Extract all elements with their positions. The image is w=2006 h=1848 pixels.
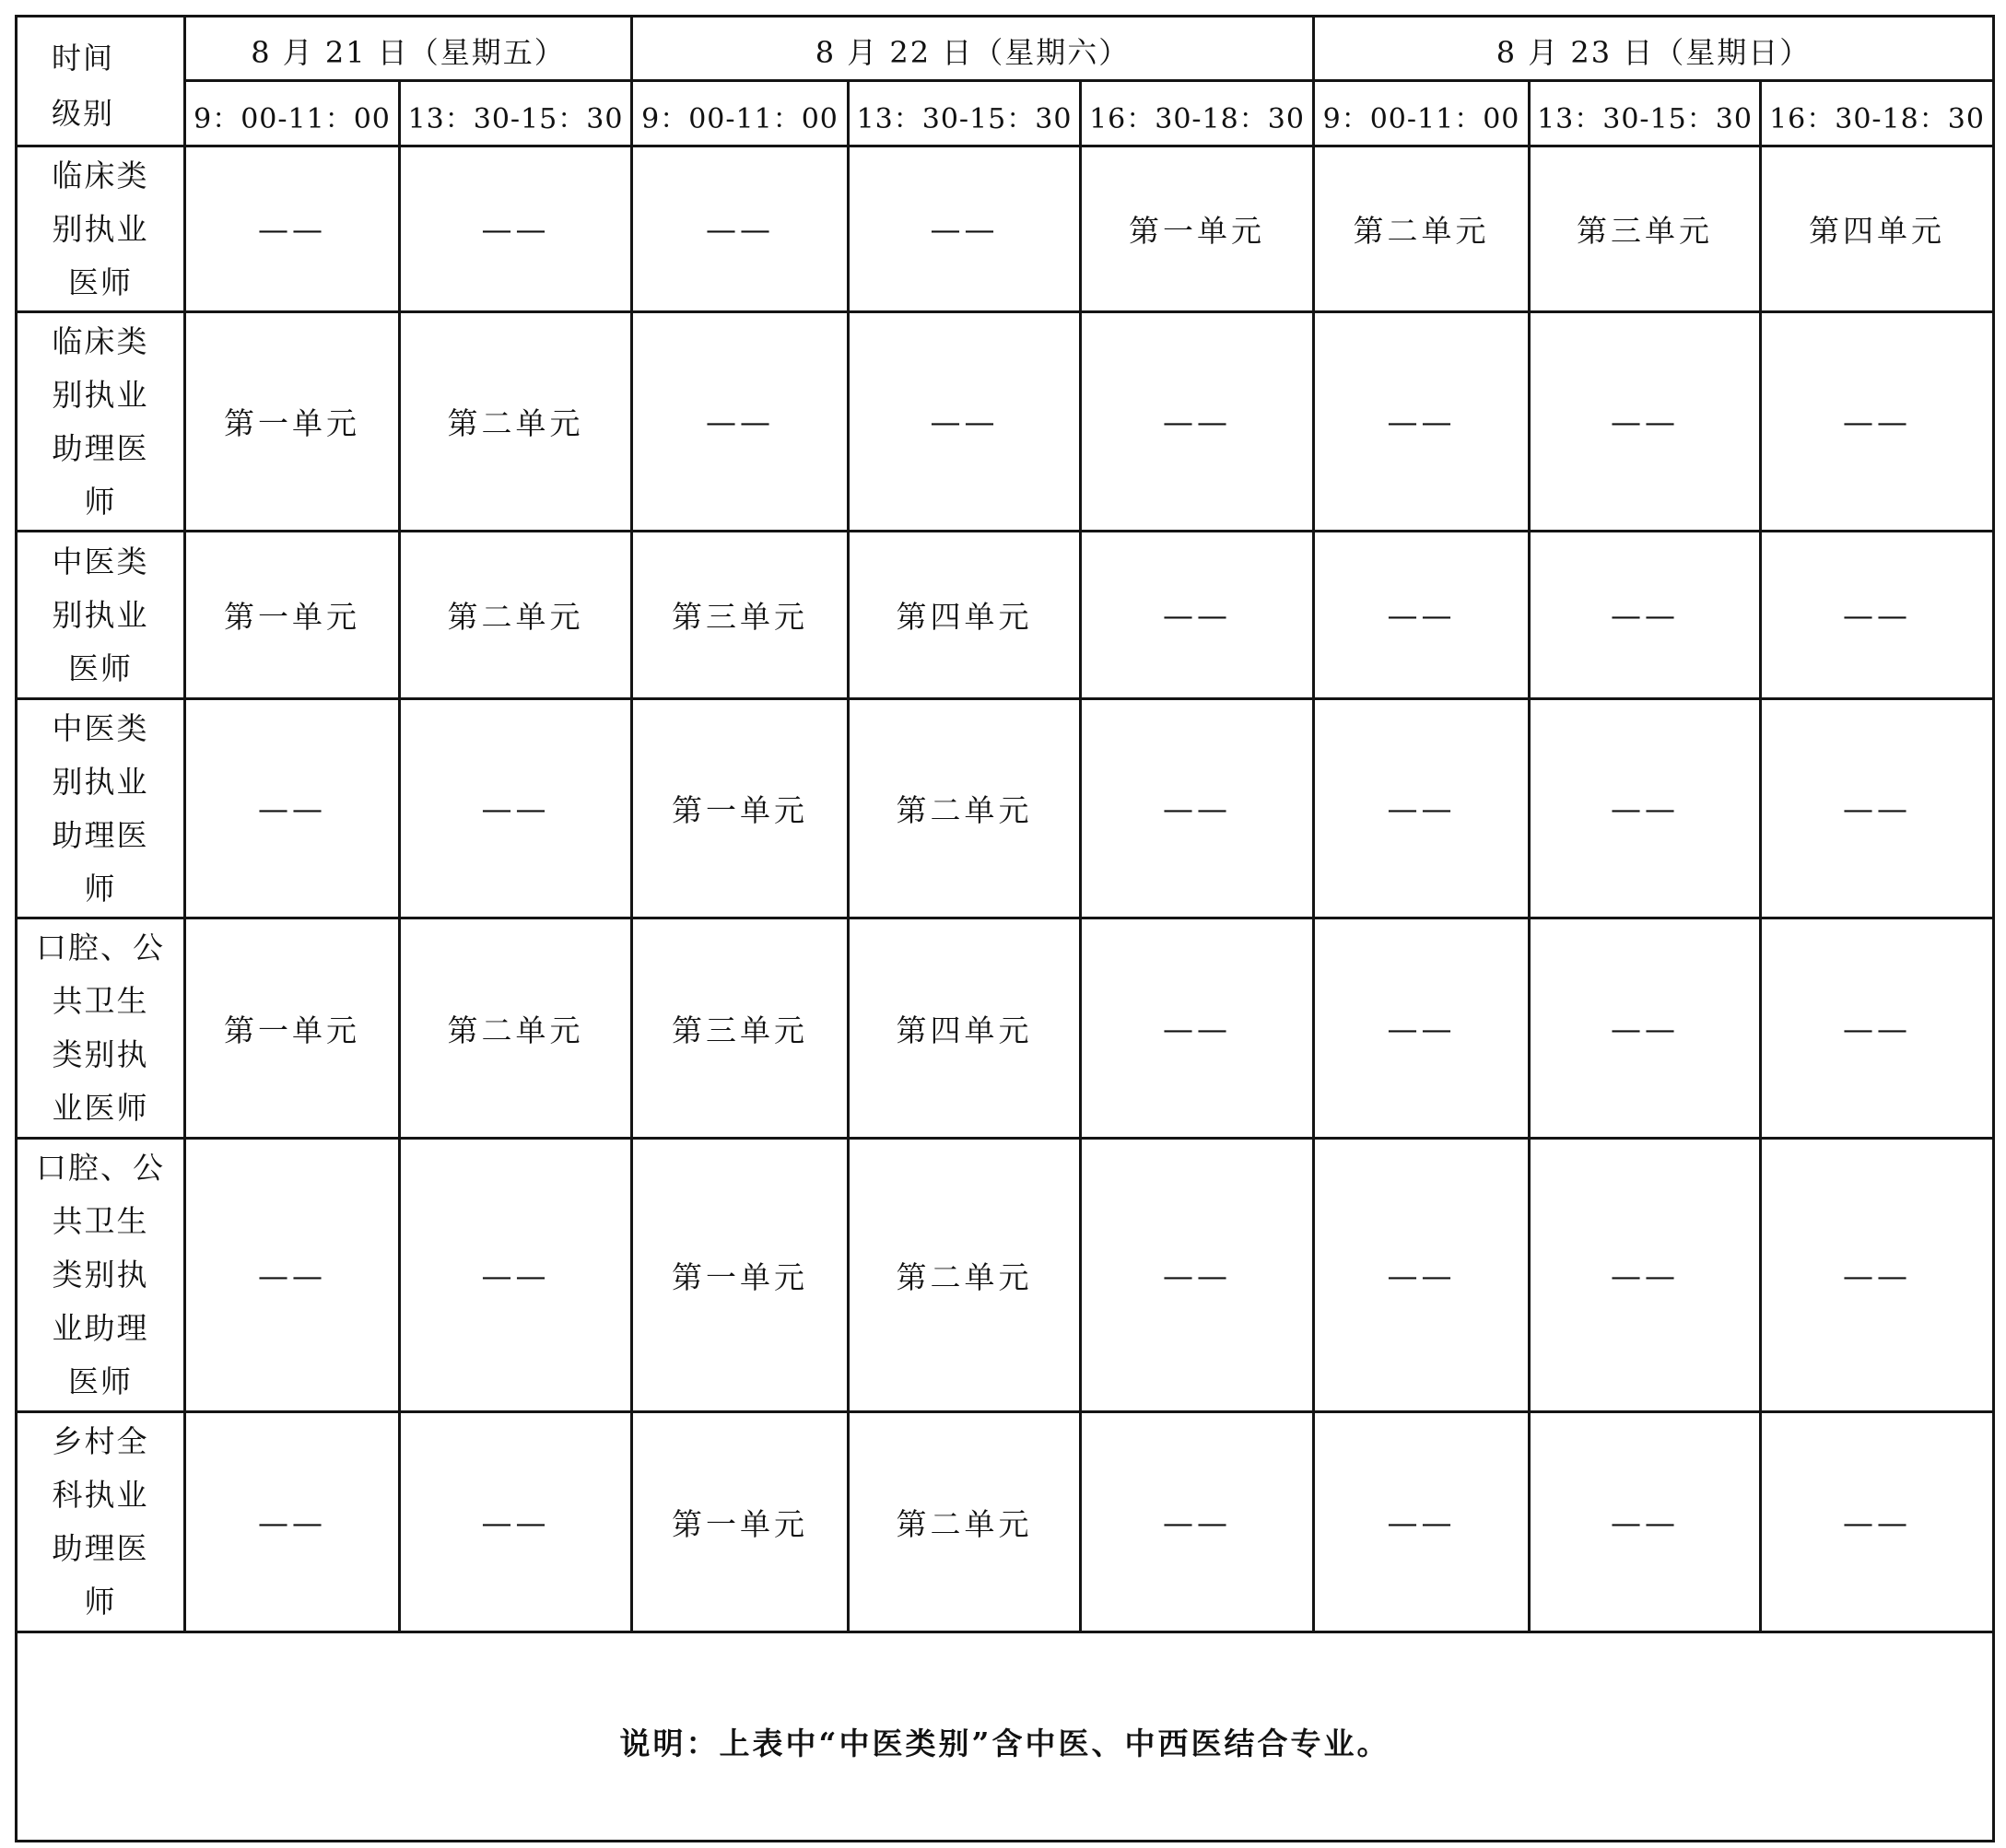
category-label-line: 业医师: [52, 1090, 149, 1126]
category-label-line: 中医类: [52, 543, 149, 579]
category-cell: [18, 700, 183, 917]
schedule-cell: 第一单元: [1082, 147, 1312, 310]
schedule-cell: ——: [1082, 1140, 1312, 1410]
footnote-text: 说明：上表中“中医类别”含中医、中西医结合专业。: [18, 1633, 1992, 1840]
time-slot-header: 9：00-11：00: [186, 82, 398, 145]
category-label-line: 助理医: [52, 1530, 149, 1566]
corner-label-time: 时间: [52, 41, 115, 76]
category-label-line: 口腔、公: [36, 1150, 165, 1186]
schedule-cell: 第四单元: [850, 532, 1079, 697]
date-header-aug-22: 8 月 22 日（星期六）: [633, 18, 1312, 79]
schedule-cell: 第三单元: [633, 919, 847, 1137]
category-label-line: 别执业: [52, 210, 149, 247]
schedule-cell: ——: [1315, 313, 1528, 530]
schedule-cell: ——: [1082, 532, 1312, 697]
category-label-line: 中医类: [52, 709, 149, 746]
schedule-cell: ——: [401, 700, 630, 917]
schedule-cell: ——: [1082, 700, 1312, 917]
category-label-line: 医师: [68, 649, 133, 686]
time-slot-header: 13：30-15：30: [401, 82, 630, 145]
schedule-cell: ——: [1531, 1413, 1759, 1631]
schedule-cell: ——: [401, 147, 630, 310]
category-cell: [18, 919, 183, 1137]
schedule-cell: 第二单元: [1315, 147, 1528, 310]
schedule-cell: ——: [1762, 1413, 1992, 1631]
schedule-cell: ——: [186, 1413, 398, 1631]
category-label-line: 师: [84, 870, 117, 906]
category-cell: [18, 1413, 183, 1631]
category-label-line: 口腔、公: [36, 930, 165, 965]
category-label-line: 医师: [68, 263, 133, 300]
schedule-cell: 第二单元: [401, 532, 630, 697]
schedule-cell: ——: [1082, 919, 1312, 1137]
schedule-cell: 第四单元: [850, 919, 1079, 1137]
date-header-aug-21: 8 月 21 日（星期五）: [186, 18, 630, 79]
category-cell: [18, 147, 183, 310]
schedule-cell: ——: [1315, 1140, 1528, 1410]
schedule-cell: ——: [633, 313, 847, 530]
category-label-line: 助理医: [52, 816, 149, 853]
schedule-cell: ——: [633, 147, 847, 310]
category-label-line: 临床类: [52, 322, 149, 359]
schedule-cell: ——: [186, 147, 398, 310]
schedule-cell: 第三单元: [633, 532, 847, 697]
schedule-cell: ——: [1762, 532, 1992, 697]
schedule-cell: 第一单元: [186, 532, 398, 697]
schedule-cell: ——: [1531, 700, 1759, 917]
category-cell: [18, 532, 183, 697]
category-label-line: 助理医: [52, 429, 149, 466]
schedule-cell: ——: [850, 313, 1079, 530]
category-label-line: 类别执: [52, 1036, 149, 1072]
category-label-line: 临床类: [52, 157, 149, 193]
schedule-cell: 第三单元: [1531, 147, 1759, 310]
schedule-cell: 第一单元: [633, 1140, 847, 1410]
category-label-line: 师: [84, 1584, 117, 1620]
schedule-cell: ——: [850, 147, 1079, 310]
schedule-cell: ——: [186, 700, 398, 917]
schedule-cell: ——: [1531, 532, 1759, 697]
schedule-cell: ——: [1531, 313, 1759, 530]
schedule-cell: 第一单元: [633, 1413, 847, 1631]
date-header-aug-23: 8 月 23 日（星期日）: [1315, 18, 1992, 79]
corner-label-level: 级别: [52, 96, 115, 131]
time-slot-header: 9：00-11：00: [633, 82, 847, 145]
schedule-cell: ——: [401, 1413, 630, 1631]
schedule-cell: ——: [1315, 919, 1528, 1137]
category-label-line: 师: [84, 483, 117, 520]
time-slot-header: 16：30-18：30: [1082, 82, 1312, 145]
schedule-cell: ——: [1762, 313, 1992, 530]
time-slot-header: 13：30-15：30: [1531, 82, 1759, 145]
schedule-cell: 第一单元: [186, 919, 398, 1137]
schedule-cell: ——: [1315, 1413, 1528, 1631]
category-label-line: 别执业: [52, 596, 149, 633]
category-label-line: 医师: [68, 1363, 133, 1399]
category-cell: [18, 1140, 183, 1410]
category-label-line: 共卫生: [52, 1203, 149, 1239]
time-slot-header: 9：00-11：00: [1315, 82, 1528, 145]
corner-header-cell: [18, 18, 183, 145]
schedule-cell: 第二单元: [401, 919, 630, 1137]
schedule-cell: ——: [1315, 700, 1528, 917]
schedule-cell: 第二单元: [850, 700, 1079, 917]
category-label-line: 乡村全: [52, 1423, 149, 1459]
schedule-cell: ——: [1082, 313, 1312, 530]
time-slot-header: 16：30-18：30: [1762, 82, 1992, 145]
exam-schedule-table: [15, 15, 1995, 1842]
category-label-line: 别执业: [52, 763, 149, 800]
schedule-cell: ——: [1531, 919, 1759, 1137]
category-label-line: 类别执: [52, 1257, 149, 1292]
schedule-cell: 第二单元: [850, 1140, 1079, 1410]
schedule-cell: ——: [401, 1140, 630, 1410]
category-label-line: 科执业: [52, 1477, 149, 1513]
category-label-line: 业助理: [52, 1310, 149, 1346]
schedule-cell: 第一单元: [186, 313, 398, 530]
schedule-cell: ——: [1762, 1140, 1992, 1410]
schedule-cell: 第四单元: [1762, 147, 1992, 310]
category-label-line: 共卫生: [52, 983, 149, 1019]
schedule-cell: ——: [1762, 700, 1992, 917]
category-label-line: 别执业: [52, 376, 149, 413]
schedule-cell: 第二单元: [850, 1413, 1079, 1631]
schedule-cell: ——: [1762, 919, 1992, 1137]
schedule-cell: ——: [1082, 1413, 1312, 1631]
category-cell: [18, 313, 183, 530]
schedule-cell: 第二单元: [401, 313, 630, 530]
schedule-cell: ——: [1315, 532, 1528, 697]
schedule-cell: ——: [1531, 1140, 1759, 1410]
time-slot-header: 13：30-15：30: [850, 82, 1079, 145]
schedule-cell: 第一单元: [633, 700, 847, 917]
schedule-cell: ——: [186, 1140, 398, 1410]
